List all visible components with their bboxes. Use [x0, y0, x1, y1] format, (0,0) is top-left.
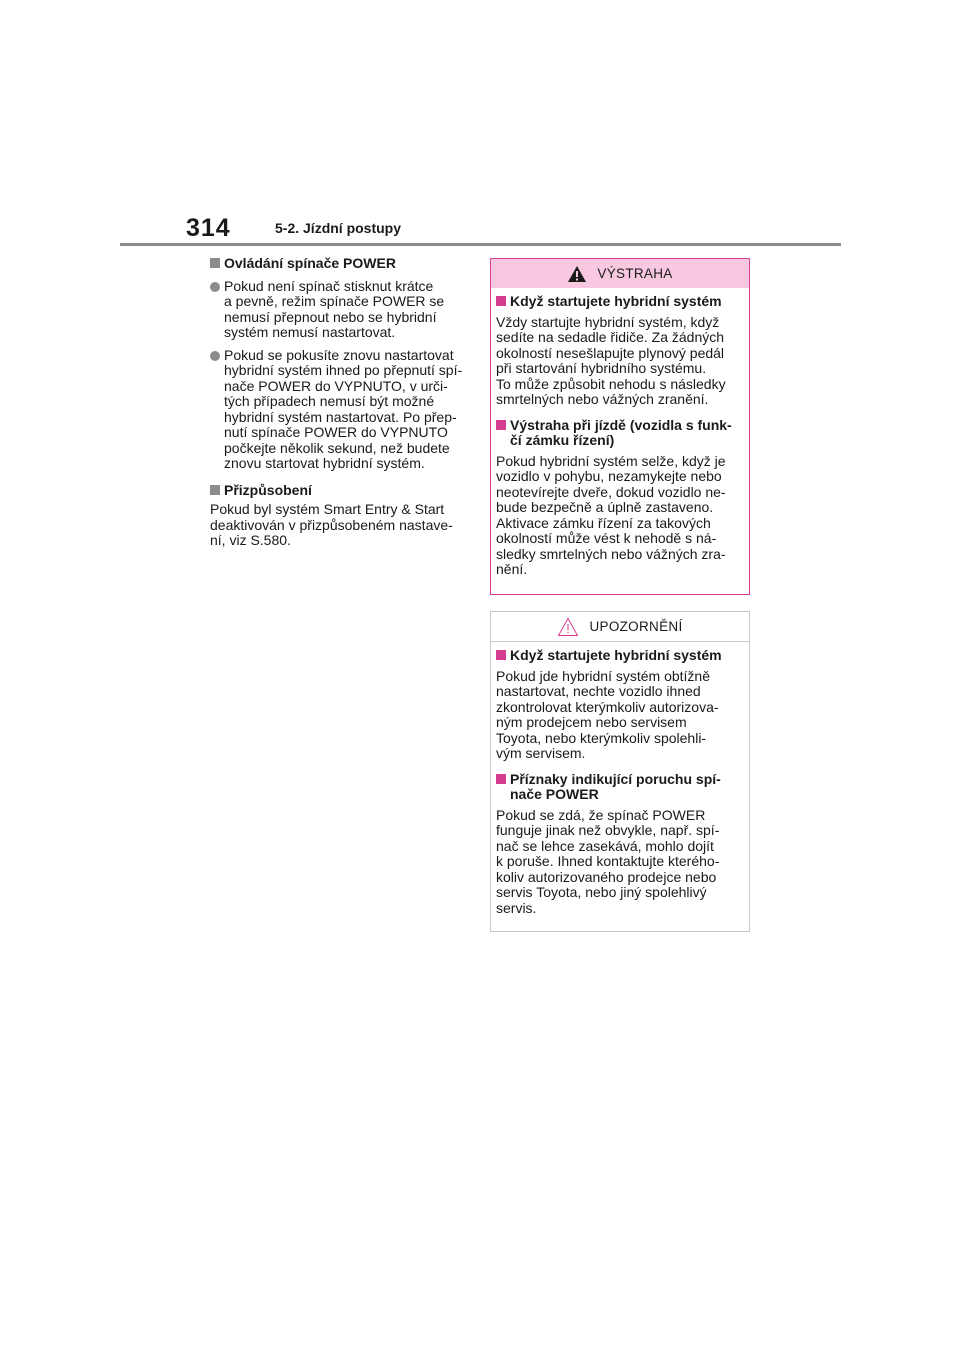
heading-text: Výstraha při jízdě (vozidla s funk- čí zámku řízení) — [510, 416, 732, 448]
bullet-item — [210, 279, 470, 341]
heading-text: Ovládání spínače POWER — [224, 255, 396, 271]
warning-text-driving: Pokud hybridní systém selže, když je vozidlo v pohybu, nezamykejte nebo neotevírejte dveře, dokud vozidlo ne- bude bezpečně a úplně zastaveno. Aktivace zámku řízení za takových okolností může vést k nehodě s ná- sledky smrtelných nebo vážných zra- nění. — [496, 452, 726, 577]
warning-heading-driving — [496, 418, 743, 449]
bullet-text: Pokud není spínač stisknut krátce a pevně, režim spínače POWER se nemusí přepnout nebo se hybridní systém nemusí nastartovat. — [224, 277, 445, 340]
warning-header — [491, 259, 749, 288]
square-bullet-icon — [210, 485, 220, 495]
warning-body — [491, 288, 749, 578]
caution-heading-malfunction — [496, 772, 743, 803]
heading-text: Když startujete hybridní systém — [510, 647, 722, 663]
warning-text-start: Vždy startujte hybridní systém, když sedíte na sedadle řidiče. Za žádných okolností nesešlapujte plynový pedál při startování hybridního systému. To může způsobit nehodu s následky smrtelných nebo vážných zranění. — [496, 313, 726, 407]
heading-text: Když startujete hybridní systém — [510, 293, 722, 309]
square-bullet-icon — [210, 258, 220, 268]
warning-title: VÝSTRAHA — [597, 265, 673, 281]
caution-box — [490, 611, 750, 932]
circle-bullet-icon — [210, 351, 220, 361]
bullet-text: Pokud se pokusíte znovu nastartovat hybridní systém ihned po přepnutí spí- nače POWER do VYPNUTO, v urči- tých případech nemusí být možné hybridní systém nastartovat. Po přep- nutí spínače POWER do VYPNUTO počkejte několik sekund, než budete znovu startovat hybridní systém. — [224, 346, 463, 471]
square-bullet-icon — [496, 650, 506, 660]
heading-text: Přizpůsobení — [224, 481, 312, 498]
caution-triangle-icon — [557, 617, 579, 637]
header-rule — [120, 243, 841, 246]
square-bullet-icon — [496, 774, 506, 784]
square-bullet-icon — [496, 420, 506, 430]
caution-heading-start — [496, 648, 743, 664]
square-bullet-icon — [496, 296, 506, 306]
bullet-item — [210, 348, 470, 472]
circle-bullet-icon — [210, 282, 220, 292]
caution-text-start: Pokud jde hybridní systém obtížně nastartovat, nechte vozidlo ihned zkontrolovat kterýmkoliv autorizova- ným prodejcem nebo servisem Toyota, nebo kterýmkoliv spolehli- vým servisem. — [496, 667, 719, 761]
heading-customization — [210, 483, 470, 499]
caution-title: UPOZORNĚNÍ — [589, 618, 683, 634]
heading-text: Příznaky indikující poruchu spí- nače POWER — [510, 770, 721, 802]
warning-box — [490, 258, 750, 595]
caution-body — [491, 642, 749, 916]
caution-header — [491, 612, 749, 642]
caution-text-malfunction: Pokud se zdá, že spínač POWER funguje jinak než obvykle, např. spí- nač se lehce zasekává, mohlo dojít k poruše. Ihned kontaktujte kterého- koliv autorizovaného prodejce nebo servis Toyota, nebo jiný spolehlivý servis. — [496, 806, 720, 916]
left-column — [210, 256, 470, 559]
heading-power-switch — [210, 256, 470, 272]
warning-heading-start — [496, 294, 743, 310]
section-title: 5-2. Jízdní postupy — [275, 220, 402, 236]
warning-triangle-icon — [567, 265, 587, 283]
customization-text: Pokud byl systém Smart Entry & Start deaktivován v přizpůsobeném nastave- ní, viz S.580. — [210, 501, 453, 548]
page-number: 314 — [186, 214, 231, 242]
